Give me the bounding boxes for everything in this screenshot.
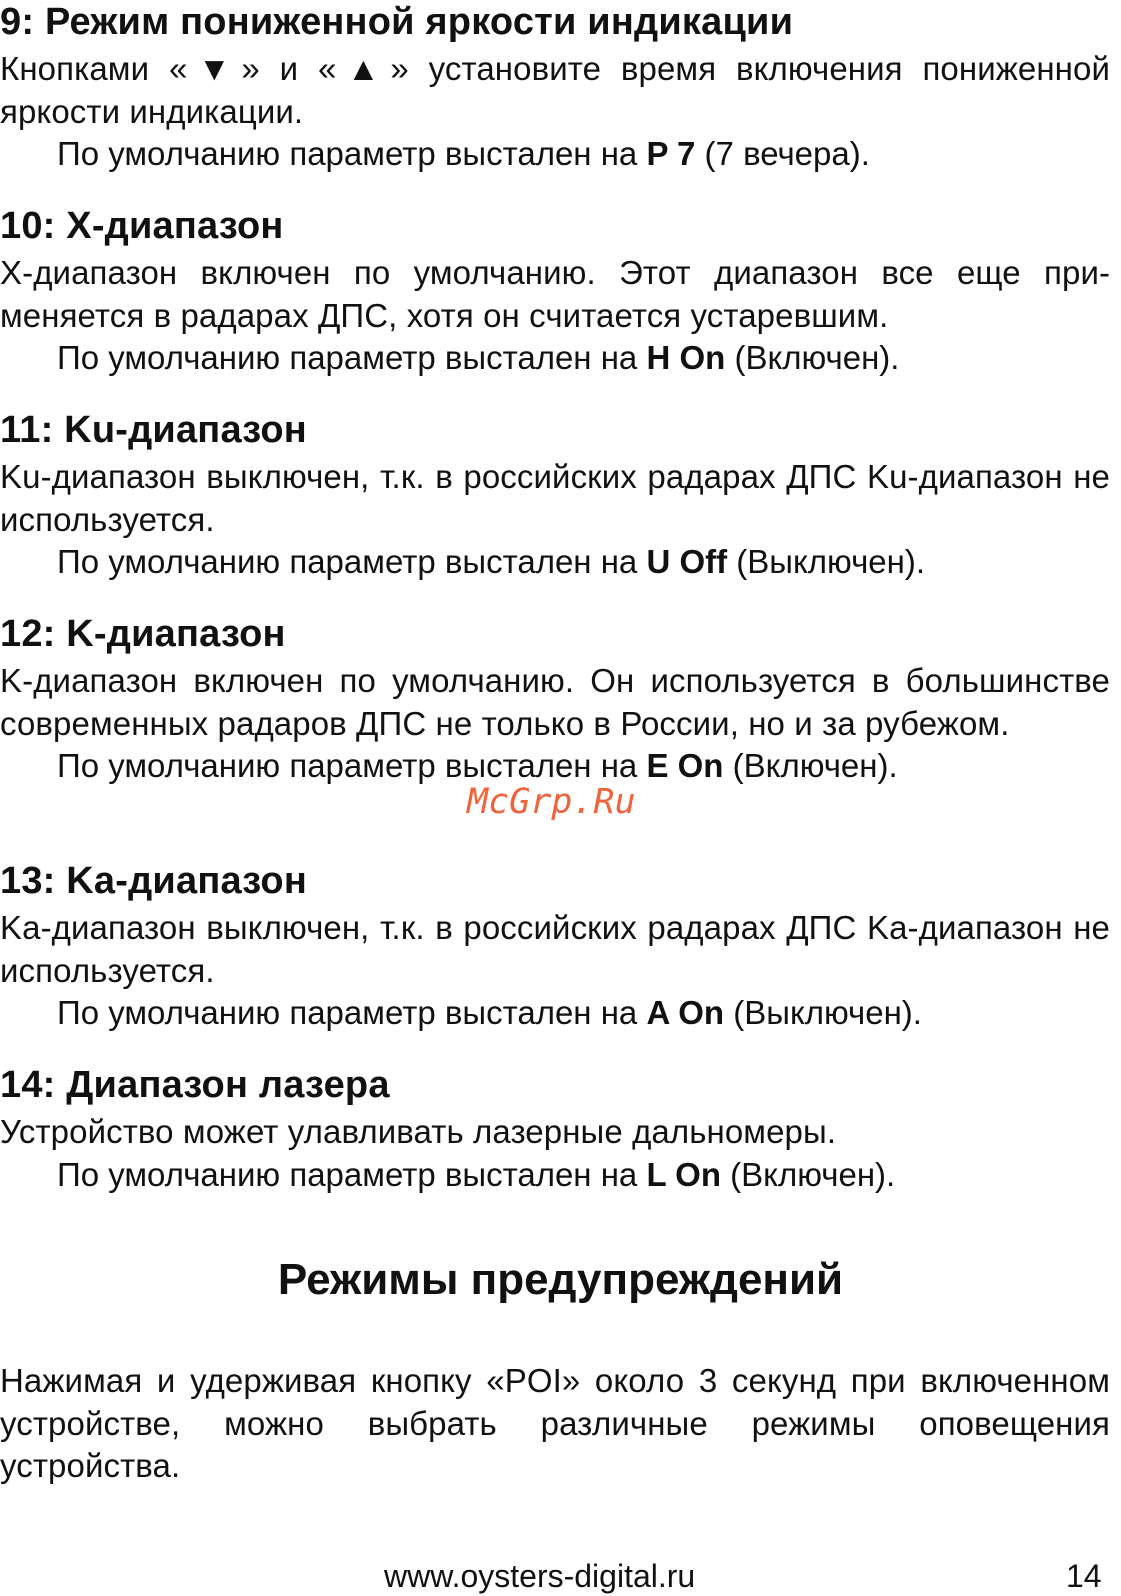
default-prefix: По умолчанию параметр выстален на	[57, 339, 647, 376]
default-prefix: По умолчанию параметр выстален на	[57, 135, 647, 172]
section-9-dim-mode	[0, 0, 1110, 176]
chapter-title: Режимы предупреждений	[277, 1255, 844, 1304]
default-value: A On	[646, 994, 725, 1031]
section-11-ku-band	[0, 408, 1110, 584]
section-14-laser	[0, 1063, 1110, 1196]
default-prefix: По умолчанию параметр выстален на	[57, 1155, 647, 1193]
watermark: McGrp.Ru	[467, 782, 636, 822]
section-text: Ku-диапазон выключен, т.к. в российских радарах ДПС Ku-диапазон не используется.	[0, 458, 1110, 538]
default-value-line	[0, 541, 1110, 584]
section-13-ka-band	[0, 859, 1110, 1035]
section-title: 10: X-диапазон	[0, 205, 284, 247]
default-value-line	[0, 992, 1110, 1035]
default-suffix: (Включен).	[723, 747, 898, 784]
default-suffix: (Включен).	[721, 1155, 896, 1193]
section-text: Ka-диапазон выключен, т.к. в российских радарах ДПС Ka-диапазон не используется.	[0, 909, 1110, 989]
page-number: 14	[1066, 1558, 1102, 1594]
section-12-k-band	[0, 612, 1110, 788]
section-title: 11: Ku-диапазон	[0, 409, 307, 451]
section-title: 14: Диапазон лазера	[0, 1064, 390, 1106]
default-prefix: По умолчанию параметр выстален на	[57, 747, 647, 784]
default-value: L On	[646, 1155, 722, 1193]
default-prefix: По умолчанию параметр выстален на	[57, 994, 647, 1031]
section-title: 9: Режим пониженной яркости индикации	[0, 1, 794, 43]
section-text: K-диапазон включен по умолчанию. Он используется в большинстве современных радаров ДПС не только в России, но и за рубежом.	[0, 662, 1110, 742]
default-value-line	[0, 1154, 1110, 1197]
default-suffix: (Выключен).	[724, 994, 922, 1031]
default-value-line	[0, 337, 1110, 380]
default-suffix: (7 вечера).	[695, 135, 870, 172]
chapter-intro-text: Нажимая и удерживая кнопку «POI» около 3 секунд при включенном устройстве, можно выбрать различные режимы оповещения устройства.	[0, 1362, 1110, 1484]
section-text: Кнопками «▼» и «▲» установите время включения пониженной яркости индикации.	[0, 50, 1110, 130]
default-prefix: По умолчанию параметр выстален на	[57, 543, 647, 580]
default-value-line	[0, 133, 1110, 176]
default-value: H On	[646, 339, 726, 376]
section-10-x-band	[0, 204, 1110, 380]
section-text: X-диапазон включен по умолчанию. Этот диапазон все еще применяется в радарах ДПС, хотя он считается устаревшим.	[0, 254, 1110, 334]
section-title: 13: Ka-диапазон	[0, 860, 307, 902]
default-suffix: (Выключен).	[727, 543, 926, 580]
footer-url[interactable]: www.oysters-digital.ru	[384, 1558, 696, 1594]
default-value: P 7	[646, 135, 696, 172]
default-value: E On	[646, 747, 724, 784]
section-title: 12: K-диапазон	[0, 613, 286, 655]
default-suffix: (Включен).	[725, 339, 900, 376]
section-text: Устройство может улавливать лазерные дальномеры.	[0, 1113, 837, 1150]
default-value: U Off	[646, 543, 728, 580]
